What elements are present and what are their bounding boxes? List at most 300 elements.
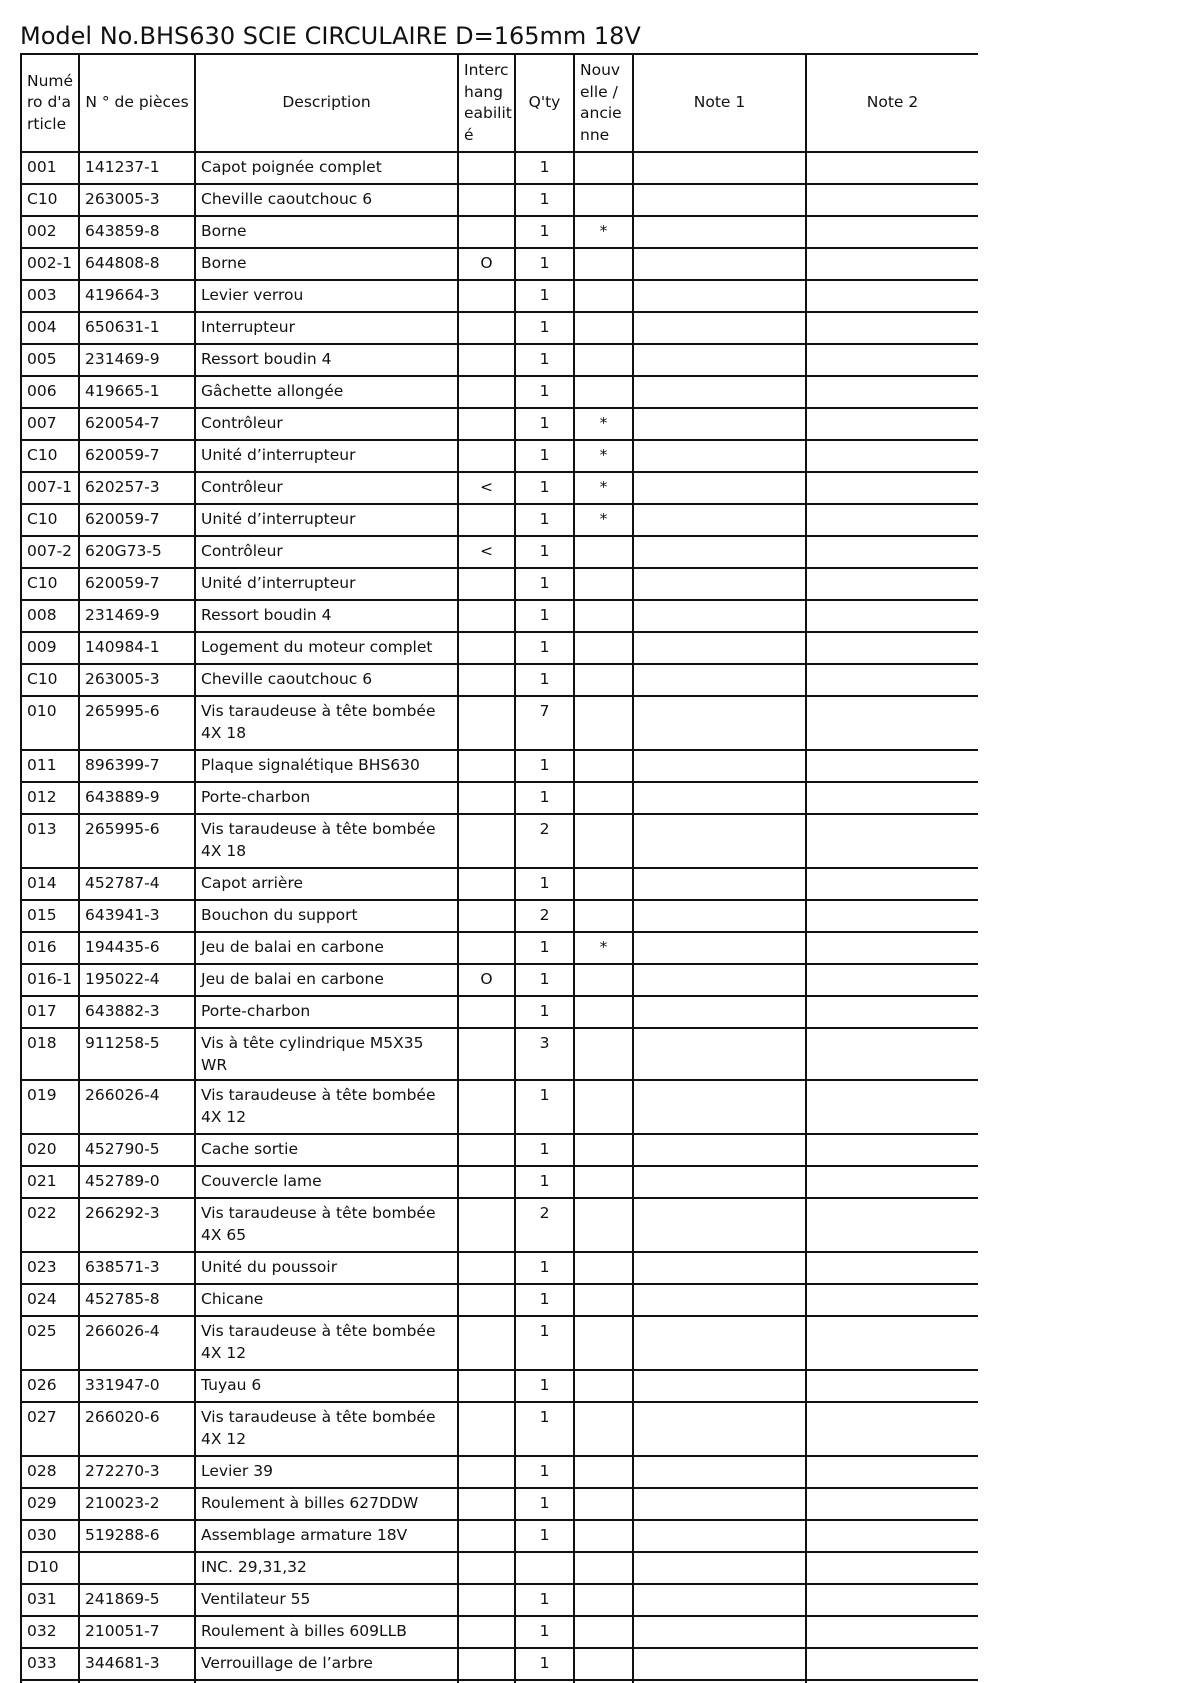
table-row — [21, 1198, 978, 1252]
cell-note1 — [633, 376, 806, 408]
cell-description: Unité d’interrupteur — [195, 440, 458, 472]
cell-item-no: C10 — [21, 664, 79, 696]
cell-interchangeability: < — [458, 472, 515, 504]
table-row — [21, 440, 978, 472]
cell-note2 — [806, 1166, 978, 1198]
cell-note2 — [806, 440, 978, 472]
cell-part-no: 266020-6 — [79, 1402, 195, 1456]
cell-note2 — [806, 996, 978, 1028]
table-row — [21, 1166, 978, 1198]
cell-qty: 1 — [515, 312, 574, 344]
table-row — [21, 312, 978, 344]
cell-new-old: * — [574, 472, 633, 504]
cell-new-old — [574, 1370, 633, 1402]
col-header-part-no: N ° de pièces — [79, 54, 195, 152]
cell-note1 — [633, 408, 806, 440]
cell-interchangeability — [458, 216, 515, 248]
cell-qty: 1 — [515, 1616, 574, 1648]
cell-note1 — [633, 280, 806, 312]
cell-qty: 1 — [515, 504, 574, 536]
cell-qty: 7 — [515, 696, 574, 750]
cell-note1 — [633, 184, 806, 216]
cell-new-old — [574, 1316, 633, 1370]
cell-description: Roulement à billes 627DDW — [195, 1488, 458, 1520]
cell-interchangeability — [458, 1198, 515, 1252]
cell-description: Ventilateur 55 — [195, 1584, 458, 1616]
cell-description: Unité d’interrupteur — [195, 568, 458, 600]
cell-item-no: 003 — [21, 280, 79, 312]
cell-new-old — [574, 1080, 633, 1134]
cell-qty — [515, 1552, 574, 1584]
table-row — [21, 1456, 978, 1488]
cell-note2 — [806, 600, 978, 632]
cell-new-old — [574, 248, 633, 280]
cell-qty: 1 — [515, 750, 574, 782]
cell-part-no: 210051-7 — [79, 1616, 195, 1648]
table-row — [21, 1402, 978, 1456]
table-row — [21, 280, 978, 312]
cell-note1 — [633, 1198, 806, 1252]
cell-interchangeability — [458, 1080, 515, 1134]
table-row — [21, 568, 978, 600]
cell-note2 — [806, 152, 978, 184]
cell-item-no: 028 — [21, 1456, 79, 1488]
col-header-item-no: Numé ro d'a rticle — [21, 54, 79, 152]
cell-note1 — [633, 152, 806, 184]
cell-description: Levier verrou — [195, 280, 458, 312]
cell-note2 — [806, 536, 978, 568]
table-row — [21, 1080, 978, 1134]
cell-qty: 3 — [515, 1028, 574, 1080]
table-row — [21, 1584, 978, 1616]
cell-interchangeability — [458, 1584, 515, 1616]
cell-part-no: 452787-4 — [79, 868, 195, 900]
cell-note2 — [806, 696, 978, 750]
cell-interchangeability — [458, 1166, 515, 1198]
cell-interchangeability — [458, 504, 515, 536]
cell-description: Roulement à billes 609LLB — [195, 1616, 458, 1648]
col-header-new-old: Nouv elle / ancie nne — [574, 54, 633, 152]
cell-description: Ressort boudin 4 — [195, 600, 458, 632]
col-header-qty: Q'ty — [515, 54, 574, 152]
cell-item-no: 032 — [21, 1616, 79, 1648]
cell-note2 — [806, 408, 978, 440]
cell-qty: 1 — [515, 1166, 574, 1198]
cell-note1 — [633, 568, 806, 600]
cell-part-no: 519288-6 — [79, 1520, 195, 1552]
cell-note2 — [806, 1284, 978, 1316]
cell-note2 — [806, 932, 978, 964]
table-row — [21, 408, 978, 440]
table-row — [21, 964, 978, 996]
cell-description: INC. 29,31,32 — [195, 1552, 458, 1584]
cell-note1 — [633, 782, 806, 814]
cell-part-no: 266026-4 — [79, 1316, 195, 1370]
cell-note1 — [633, 1134, 806, 1166]
cell-part-no: 140984-1 — [79, 632, 195, 664]
cell-new-old — [574, 1488, 633, 1520]
cell-part-no: 331947-0 — [79, 1370, 195, 1402]
cell-part-no: 620257-3 — [79, 472, 195, 504]
table-row — [21, 1284, 978, 1316]
cell-description: Ressort boudin 4 — [195, 344, 458, 376]
cell-new-old — [574, 1402, 633, 1456]
table-row — [21, 600, 978, 632]
cell-note2 — [806, 1488, 978, 1520]
cell-part-no: 650631-1 — [79, 312, 195, 344]
cell-description: Verrouillage de l’arbre — [195, 1648, 458, 1680]
table-row — [21, 1488, 978, 1520]
cell-item-no: 005 — [21, 344, 79, 376]
cell-description: Assemblage armature 18V — [195, 1520, 458, 1552]
cell-note2 — [806, 504, 978, 536]
cell-new-old — [574, 600, 633, 632]
cell-item-no: 007-1 — [21, 472, 79, 504]
cell-note1 — [633, 1080, 806, 1134]
cell-item-no: 007-2 — [21, 536, 79, 568]
cell-part-no: 643859-8 — [79, 216, 195, 248]
cell-note1 — [633, 814, 806, 868]
cell-qty: 1 — [515, 1488, 574, 1520]
cell-interchangeability — [458, 1552, 515, 1584]
cell-description: Levier 39 — [195, 1456, 458, 1488]
cell-new-old — [574, 814, 633, 868]
table-row — [21, 472, 978, 504]
cell-item-no: C10 — [21, 504, 79, 536]
cell-description: Interrupteur — [195, 312, 458, 344]
cell-part-no: 141237-1 — [79, 152, 195, 184]
table-row — [21, 248, 978, 280]
cell-interchangeability — [458, 1134, 515, 1166]
cell-note1 — [633, 1166, 806, 1198]
cell-description: Cheville caoutchouc 6 — [195, 184, 458, 216]
cell-qty: 1 — [515, 1648, 574, 1680]
cell-new-old: * — [574, 504, 633, 536]
table-row — [21, 216, 978, 248]
cell-item-no: 031 — [21, 1584, 79, 1616]
cell-qty: 1 — [515, 1316, 574, 1370]
cell-qty: 1 — [515, 344, 574, 376]
table-row — [21, 996, 978, 1028]
cell-part-no: 194435-6 — [79, 932, 195, 964]
cell-note2 — [806, 868, 978, 900]
cell-item-no: 017 — [21, 996, 79, 1028]
cell-note1 — [633, 868, 806, 900]
cell-note2 — [806, 184, 978, 216]
cell-qty: 1 — [515, 184, 574, 216]
cell-part-no: 344681-3 — [79, 1648, 195, 1680]
table-row — [21, 504, 978, 536]
cell-qty: 1 — [515, 440, 574, 472]
cell-note1 — [633, 1456, 806, 1488]
cell-description: Contrôleur — [195, 472, 458, 504]
cell-new-old — [574, 900, 633, 932]
table-row — [21, 536, 978, 568]
cell-note1 — [633, 1284, 806, 1316]
table-body — [21, 152, 978, 1683]
cell-description: Borne — [195, 216, 458, 248]
table-row — [21, 750, 978, 782]
cell-description: Chicane — [195, 1284, 458, 1316]
cell-interchangeability — [458, 1028, 515, 1080]
cell-item-no: 018 — [21, 1028, 79, 1080]
cell-note2 — [806, 1134, 978, 1166]
cell-description: Tuyau 6 — [195, 1370, 458, 1402]
cell-note2 — [806, 1402, 978, 1456]
cell-interchangeability: < — [458, 536, 515, 568]
cell-note1 — [633, 1616, 806, 1648]
cell-interchangeability — [458, 344, 515, 376]
cell-note2 — [806, 1370, 978, 1402]
cell-new-old — [574, 964, 633, 996]
cell-description: Cheville caoutchouc 6 — [195, 664, 458, 696]
cell-note2 — [806, 1520, 978, 1552]
cell-note1 — [633, 504, 806, 536]
cell-item-no: 033 — [21, 1648, 79, 1680]
cell-description: Vis taraudeuse à tête bombée 4X 12 — [195, 1316, 458, 1370]
cell-part-no — [79, 1552, 195, 1584]
cell-description: Bouchon du support — [195, 900, 458, 932]
cell-interchangeability — [458, 1316, 515, 1370]
table-row — [21, 1134, 978, 1166]
cell-part-no: 231469-9 — [79, 344, 195, 376]
parts-table — [20, 53, 978, 1683]
cell-note2 — [806, 1028, 978, 1080]
cell-note1 — [633, 1648, 806, 1680]
cell-qty: 2 — [515, 1198, 574, 1252]
table-header-row — [21, 54, 978, 152]
cell-new-old — [574, 376, 633, 408]
cell-new-old: * — [574, 216, 633, 248]
cell-note2 — [806, 1584, 978, 1616]
cell-new-old — [574, 1552, 633, 1584]
cell-description: Borne — [195, 248, 458, 280]
cell-qty: 1 — [515, 1584, 574, 1616]
cell-part-no: 263005-3 — [79, 184, 195, 216]
cell-note2 — [806, 632, 978, 664]
cell-description: Capot arrière — [195, 868, 458, 900]
table-row — [21, 1028, 978, 1080]
cell-description: Vis taraudeuse à tête bombée 4X 65 — [195, 1198, 458, 1252]
cell-part-no: 620G73-5 — [79, 536, 195, 568]
cell-note2 — [806, 1198, 978, 1252]
cell-qty: 1 — [515, 1456, 574, 1488]
cell-interchangeability — [458, 1284, 515, 1316]
cell-part-no: 266026-4 — [79, 1080, 195, 1134]
cell-description: Vis taraudeuse à tête bombée 4X 18 — [195, 814, 458, 868]
cell-note1 — [633, 1316, 806, 1370]
cell-part-no: 620059-7 — [79, 504, 195, 536]
cell-note2 — [806, 964, 978, 996]
cell-item-no: 001 — [21, 152, 79, 184]
cell-interchangeability — [458, 1616, 515, 1648]
cell-description: Capot poignée complet — [195, 152, 458, 184]
col-header-note2: Note 2 — [806, 54, 978, 152]
cell-interchangeability — [458, 1456, 515, 1488]
cell-note1 — [633, 1370, 806, 1402]
cell-qty: 1 — [515, 408, 574, 440]
cell-note1 — [633, 600, 806, 632]
cell-qty: 2 — [515, 814, 574, 868]
cell-new-old — [574, 1252, 633, 1284]
cell-note1 — [633, 344, 806, 376]
cell-interchangeability — [458, 814, 515, 868]
cell-interchangeability — [458, 900, 515, 932]
cell-note1 — [633, 440, 806, 472]
cell-new-old — [574, 664, 633, 696]
cell-note1 — [633, 1252, 806, 1284]
cell-interchangeability — [458, 280, 515, 312]
cell-part-no: 272270-3 — [79, 1456, 195, 1488]
cell-qty: 1 — [515, 1252, 574, 1284]
cell-item-no: 029 — [21, 1488, 79, 1520]
cell-qty: 1 — [515, 280, 574, 312]
cell-item-no: 015 — [21, 900, 79, 932]
cell-note2 — [806, 814, 978, 868]
cell-description: Unité du poussoir — [195, 1252, 458, 1284]
parts-table-container — [20, 53, 978, 1683]
cell-item-no: 016 — [21, 932, 79, 964]
cell-part-no: 210023-2 — [79, 1488, 195, 1520]
cell-part-no: 263005-3 — [79, 664, 195, 696]
cell-note2 — [806, 1252, 978, 1284]
cell-new-old: * — [574, 932, 633, 964]
cell-new-old — [574, 280, 633, 312]
cell-interchangeability — [458, 184, 515, 216]
cell-note1 — [633, 312, 806, 344]
cell-item-no: 011 — [21, 750, 79, 782]
cell-item-no: 007 — [21, 408, 79, 440]
cell-part-no: 231469-9 — [79, 600, 195, 632]
cell-new-old — [574, 1616, 633, 1648]
cell-note2 — [806, 664, 978, 696]
cell-new-old — [574, 536, 633, 568]
cell-note2 — [806, 1316, 978, 1370]
cell-part-no: 620054-7 — [79, 408, 195, 440]
cell-item-no: 002 — [21, 216, 79, 248]
cell-interchangeability — [458, 600, 515, 632]
table-row — [21, 376, 978, 408]
cell-item-no: 020 — [21, 1134, 79, 1166]
cell-note1 — [633, 1552, 806, 1584]
cell-qty: 1 — [515, 632, 574, 664]
cell-item-no: 014 — [21, 868, 79, 900]
cell-item-no: 016-1 — [21, 964, 79, 996]
cell-note1 — [633, 900, 806, 932]
cell-note2 — [806, 280, 978, 312]
cell-qty: 1 — [515, 1520, 574, 1552]
cell-part-no: 643882-3 — [79, 996, 195, 1028]
cell-item-no: 013 — [21, 814, 79, 868]
cell-item-no: 012 — [21, 782, 79, 814]
cell-item-no: C10 — [21, 184, 79, 216]
table-row — [21, 696, 978, 750]
cell-interchangeability — [458, 152, 515, 184]
cell-qty: 1 — [515, 664, 574, 696]
cell-interchangeability — [458, 782, 515, 814]
table-row — [21, 1648, 978, 1680]
cell-qty: 1 — [515, 600, 574, 632]
cell-description: Vis taraudeuse à tête bombée 4X 12 — [195, 1402, 458, 1456]
cell-description: Jeu de balai en carbone — [195, 932, 458, 964]
cell-item-no: 024 — [21, 1284, 79, 1316]
cell-note2 — [806, 750, 978, 782]
cell-qty: 1 — [515, 472, 574, 504]
cell-new-old — [574, 1028, 633, 1080]
cell-qty: 1 — [515, 964, 574, 996]
cell-description: Porte-charbon — [195, 782, 458, 814]
cell-part-no: 643941-3 — [79, 900, 195, 932]
cell-note1 — [633, 536, 806, 568]
cell-new-old — [574, 782, 633, 814]
table-row — [21, 1552, 978, 1584]
cell-description: Vis taraudeuse à tête bombée 4X 18 — [195, 696, 458, 750]
cell-description: Contrôleur — [195, 408, 458, 440]
cell-new-old — [574, 184, 633, 216]
cell-qty: 1 — [515, 1402, 574, 1456]
cell-interchangeability — [458, 440, 515, 472]
cell-interchangeability: O — [458, 964, 515, 996]
cell-part-no: 620059-7 — [79, 440, 195, 472]
cell-note1 — [633, 1028, 806, 1080]
cell-description: Logement du moteur complet — [195, 632, 458, 664]
cell-note2 — [806, 216, 978, 248]
cell-qty: 1 — [515, 152, 574, 184]
cell-item-no: 009 — [21, 632, 79, 664]
cell-note1 — [633, 1520, 806, 1552]
cell-part-no: 419664-3 — [79, 280, 195, 312]
cell-item-no: 006 — [21, 376, 79, 408]
cell-part-no: 265995-6 — [79, 814, 195, 868]
cell-item-no: 021 — [21, 1166, 79, 1198]
cell-part-no: 266292-3 — [79, 1198, 195, 1252]
cell-note2 — [806, 1456, 978, 1488]
cell-note2 — [806, 248, 978, 280]
cell-new-old — [574, 996, 633, 1028]
cell-new-old — [574, 152, 633, 184]
table-row — [21, 868, 978, 900]
cell-qty: 1 — [515, 1284, 574, 1316]
cell-part-no: 896399-7 — [79, 750, 195, 782]
cell-note1 — [633, 1402, 806, 1456]
cell-interchangeability — [458, 408, 515, 440]
cell-part-no: 452790-5 — [79, 1134, 195, 1166]
page-title: Model No.BHS630 SCIE CIRCULAIRE D=165mm 18V — [20, 22, 641, 50]
cell-note1 — [633, 932, 806, 964]
cell-interchangeability — [458, 1252, 515, 1284]
cell-note1 — [633, 248, 806, 280]
cell-note1 — [633, 1488, 806, 1520]
cell-interchangeability — [458, 996, 515, 1028]
cell-interchangeability — [458, 932, 515, 964]
cell-part-no: 265995-6 — [79, 696, 195, 750]
table-row — [21, 1520, 978, 1552]
cell-new-old — [574, 1198, 633, 1252]
cell-part-no: 644808-8 — [79, 248, 195, 280]
cell-description: Couvercle lame — [195, 1166, 458, 1198]
cell-interchangeability — [458, 750, 515, 782]
cell-note1 — [633, 472, 806, 504]
cell-qty: 1 — [515, 568, 574, 600]
cell-description: Plaque signalétique BHS630 — [195, 750, 458, 782]
table-row — [21, 664, 978, 696]
cell-new-old — [574, 1166, 633, 1198]
cell-note2 — [806, 1080, 978, 1134]
table-row — [21, 932, 978, 964]
cell-new-old — [574, 1456, 633, 1488]
cell-description: Cache sortie — [195, 1134, 458, 1166]
table-row — [21, 814, 978, 868]
